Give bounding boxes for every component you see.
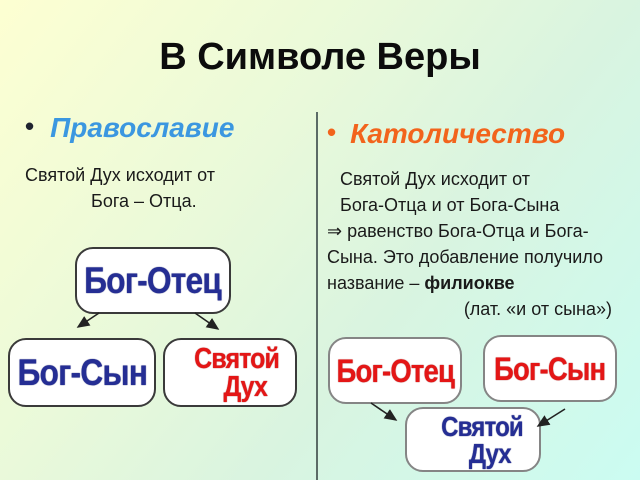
arrow-father-to-son-left: [78, 313, 99, 327]
spirit-line1: Святой: [194, 342, 280, 375]
box-holy-spirit-right-label: [416, 410, 530, 469]
box-holy-spirit-left: [163, 338, 297, 407]
filioque-prefix: название –: [327, 273, 425, 293]
column-divider: [316, 112, 318, 480]
page-title: В Символе Веры: [159, 36, 481, 78]
filioque-line: [327, 270, 614, 296]
catholicism-body-line: ⇒ равенство Бога-Отца и Бога-: [327, 221, 589, 241]
box-god-father-left-label: Бог-Отец: [84, 260, 222, 301]
catholicism-body-line: Святой Дух исходит от: [340, 169, 530, 189]
box-god-father-left: [75, 247, 231, 314]
spirit-line1: Святой: [441, 410, 523, 442]
box-holy-spirit-right: [405, 407, 541, 472]
catholicism-body-line: Бога-Отца и от Бога-Сына: [340, 195, 560, 215]
box-god-son-left: [8, 338, 156, 407]
box-god-son-right: [483, 335, 617, 402]
catholicism-heading-row: [327, 118, 614, 150]
orthodoxy-body-line: Святой Дух исходит от: [25, 165, 215, 185]
box-god-son-right-label: Бог-Сын: [494, 350, 606, 387]
catholicism-body-line: Сына. Это добавление получило: [327, 247, 603, 267]
orthodoxy-heading: Православие: [50, 112, 235, 143]
catholicism-heading: Католичество: [350, 118, 566, 149]
latin-note: (лат. «и от сына»): [463, 299, 612, 319]
box-holy-spirit-left-label: [174, 342, 286, 403]
filioque-term: филиокве: [424, 273, 515, 293]
orthodoxy-body: [25, 162, 310, 214]
orthodoxy-heading-row: [25, 112, 310, 144]
catholicism-body: [327, 166, 614, 322]
bullet-icon: •: [25, 111, 35, 141]
orthodoxy-body-line: Бога – Отца.: [91, 191, 197, 211]
catholicism-column: [327, 118, 614, 322]
box-god-father-right: [328, 337, 462, 404]
box-god-father-right-label: Бог-Отец: [336, 352, 454, 389]
spirit-line2: Дух: [223, 370, 267, 403]
bullet-icon: •: [327, 117, 337, 147]
orthodoxy-column: [25, 112, 310, 214]
arrow-father-to-spirit-left: [195, 313, 218, 329]
arrow-son-to-spirit-right: [538, 409, 565, 426]
spirit-line2: Дух: [468, 437, 511, 469]
arrow-father-to-spirit-right: [371, 403, 396, 420]
box-god-son-left-label: Бог-Сын: [17, 352, 147, 393]
